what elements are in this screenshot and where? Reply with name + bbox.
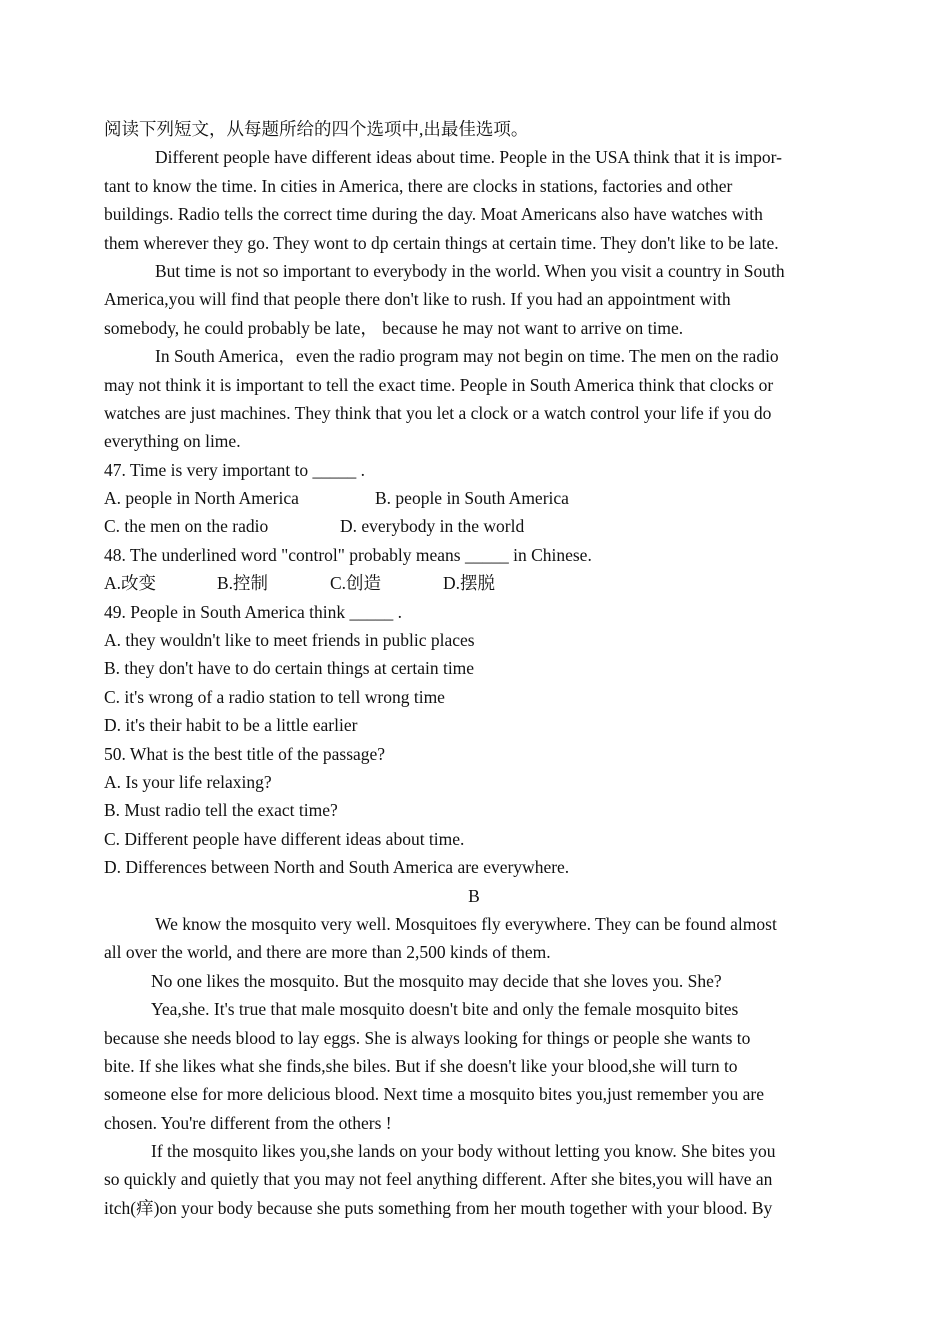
option: D. everybody in the world <box>340 516 525 537</box>
passage-line: because she needs blood to lay eggs. She is always looking for things or people she wants to <box>104 1027 751 1048</box>
passage-line: somebody, he could probably be late， because he may not want to arrive on time. <box>104 317 684 338</box>
option: A. people in North America <box>104 488 299 509</box>
option: D.摆脱 <box>443 573 496 594</box>
question-line: B. they don't have to do certain things at certain time <box>104 658 475 679</box>
question-line: B. Must radio tell the exact time? <box>104 800 338 821</box>
question-line: C. it's wrong of a radio station to tell wrong time <box>104 686 445 707</box>
option: C. the men on the radio <box>104 516 269 537</box>
passage-line: may not think it is important to tell the exact time. People in South America think that clocks or <box>104 374 774 395</box>
question-line: A. Is your life relaxing? <box>104 771 272 792</box>
passage-line: buildings. Radio tells the correct time during the day. Moat Americans also have watches with <box>104 204 763 225</box>
question-line <box>104 512 844 540</box>
question-line: D. Differences between North and South America are everywhere. <box>104 857 570 878</box>
instruction: 阅读下列短文，从每题所给的四个选项中,出最佳选项。 <box>104 119 529 139</box>
passage-line: Yea,she. It's true that male mosquito doesn't bite and only the female mosquito bites <box>151 999 739 1020</box>
passage-line: watches are just machines. They think that you let a clock or a watch control your life if you do <box>104 402 772 423</box>
question-line: 49. People in South America think _____ . <box>104 601 402 622</box>
passage-line: We know the mosquito very well. Mosquitoes fly everywhere. They can be found almost <box>155 913 777 934</box>
passage-line: itch(痒)on your body because she puts something from her mouth together with your blood. By <box>104 1197 773 1218</box>
passage-line: them wherever they go. They wont to dp certain things at certain time. They don't like to be late. <box>104 232 779 253</box>
question-line: D. it's their habit to be a little earlier <box>104 715 358 736</box>
passage-line: so quickly and quietly that you may not feel anything different. After she bites,you will have an <box>104 1169 773 1190</box>
section-b-title: B <box>468 885 480 906</box>
passage-line: No one likes the mosquito. But the mosquito may decide that she loves you. She? <box>151 970 722 991</box>
option: C.创造 <box>330 573 382 594</box>
question-line: 48. The underlined word "control" probably means _____ in Chinese. <box>104 544 592 565</box>
passage-line: America,you will find that people there don't like to rush. If you had an appointment with <box>104 289 731 310</box>
question-line: 47. Time is very important to _____ . <box>104 459 366 480</box>
option: B. people in South America <box>375 488 569 509</box>
questions <box>104 456 844 882</box>
passage-line: tant to know the time. In cities in America, there are clocks in stations, factories and other <box>104 175 733 196</box>
question-line <box>104 569 844 597</box>
question-line <box>104 484 844 512</box>
passage-b <box>104 910 844 1222</box>
option: A.改变 <box>104 573 157 594</box>
document-page <box>104 115 844 1222</box>
question-line: A. they wouldn't like to meet friends in public places <box>104 630 475 651</box>
question-line: 50. What is the best title of the passage? <box>104 743 386 764</box>
passage-line: someone else for more delicious blood. Next time a mosquito bites you,just remember you are <box>104 1084 764 1105</box>
passage-line: In South America，even the radio program may not begin on time. The men on the radio <box>155 346 779 367</box>
passage-line: all over the world, and there are more than 2,500 kinds of them. <box>104 942 551 963</box>
passage-line: But time is not so important to everybody in the world. When you visit a country in South <box>155 260 785 281</box>
passage-line: bite. If she likes what she finds,she biles. But if she doesn't like your blood,she will turn to <box>104 1055 738 1076</box>
passage-line: everything on lime. <box>104 431 241 452</box>
passage-line: chosen. You're different from the others ! <box>104 1112 392 1133</box>
question-line: C. Different people have different ideas about time. <box>104 828 465 849</box>
passage-line: Different people have different ideas about time. People in the USA think that it is impor- <box>155 147 782 168</box>
passage-line: If the mosquito likes you,she lands on your body without letting you know. She bites you <box>151 1141 776 1162</box>
option: B.控制 <box>217 573 269 594</box>
passage-a <box>104 143 844 455</box>
